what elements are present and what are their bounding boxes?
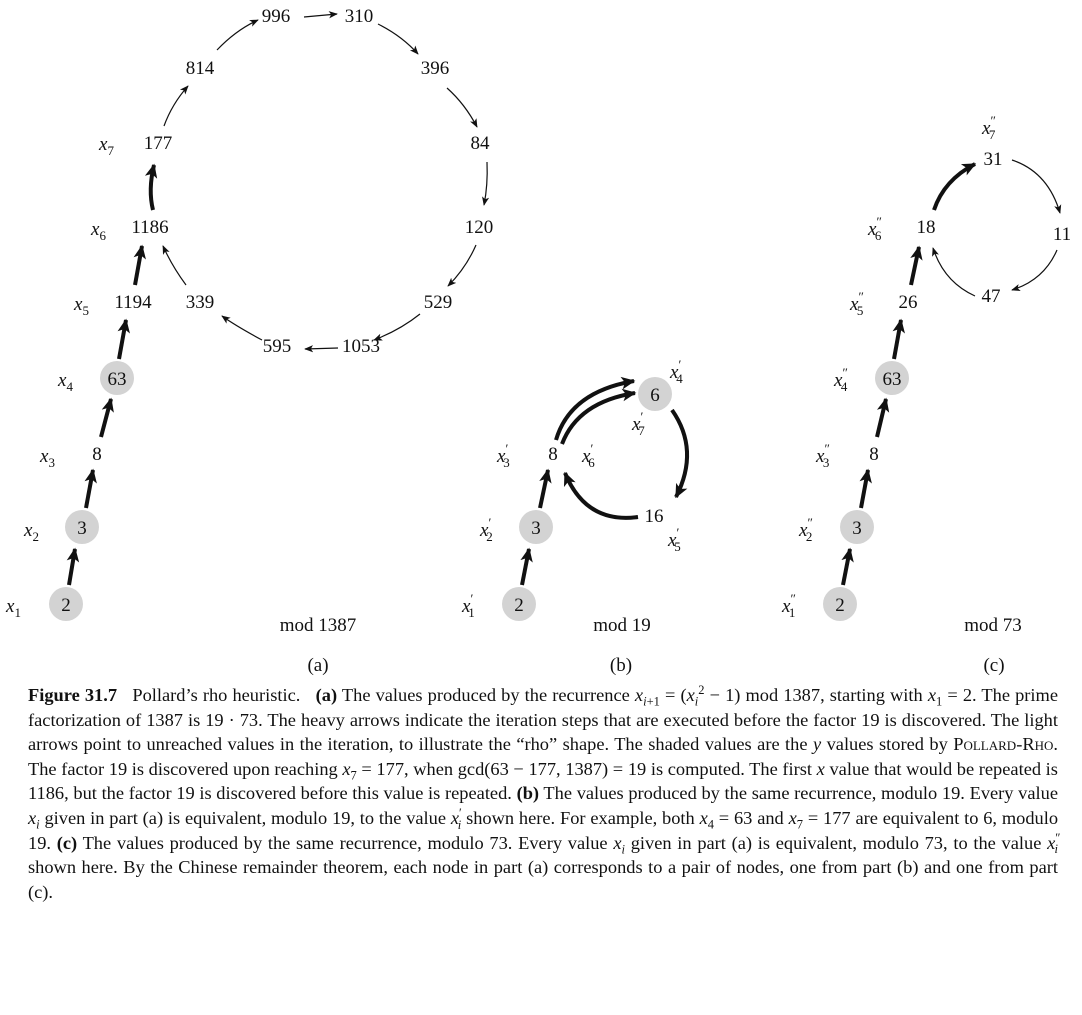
light-arrow-a-396-84 [447, 88, 477, 127]
heavy-arrow-b-3b [562, 393, 635, 444]
heavy-arrow-b-2 [540, 470, 548, 508]
heavy-arrow-c-3 [877, 399, 886, 437]
light-arrow-a-120-529 [448, 245, 476, 286]
label-c-x1: x″ 1 [782, 591, 796, 620]
node-a-2: 2 [61, 595, 71, 616]
heavy-arrow-a-3 [101, 399, 111, 437]
caption-part-c-marker: (c) [56, 832, 78, 853]
heavy-arrow-c-6 [934, 164, 975, 210]
label-b-x6: x′ 6 [582, 441, 595, 470]
node-a-396: 396 [420, 58, 450, 79]
node-c-63: 63 [882, 369, 902, 390]
node-a-3: 3 [77, 518, 87, 539]
heavy-arrow-a-6 [151, 165, 154, 210]
light-arrow-c-31-11 [1012, 160, 1060, 213]
label-b-x5: x′ 5 [668, 525, 681, 554]
label-c-x3: x″ 3 [816, 441, 830, 470]
light-arrow-c-11-47 [1012, 250, 1057, 290]
light-arrow-a-310-396 [378, 24, 418, 54]
part-label-b: (b) [609, 655, 633, 676]
caption-text-1: The values produced by the recurrence [341, 685, 630, 705]
caption-xppi: $x''_i$ [1047, 830, 1061, 857]
label-a-x5: $x_5$ [74, 294, 89, 318]
figure-number: Figure 31.7 [28, 685, 118, 705]
heavy-arrow-b-4 [672, 410, 687, 497]
heavy-arrow-c-5 [911, 247, 919, 285]
caption-xpi: $x'_i$ [450, 805, 462, 832]
caption-start: $x_1 = 2$. [927, 685, 977, 709]
node-a-996: 996 [261, 6, 291, 27]
node-a-1186: 1186 [131, 217, 169, 238]
node-a-595: 595 [262, 336, 292, 357]
heavy-arrow-b-1 [522, 549, 529, 585]
node-c-26: 26 [898, 292, 918, 313]
light-arrow-c-47-18 [933, 248, 975, 296]
label-a-x1: $x_1$ [6, 596, 21, 620]
mod-label-a: mod 1387 [279, 615, 357, 636]
label-b-x3: x′ 3 [497, 441, 510, 470]
light-arrow-a-339-1186 [163, 246, 186, 285]
light-arrow-a-84-120 [484, 162, 487, 205]
caption-text-14: given in part (a) is equivalent, modulo 73, to the value [630, 832, 1042, 853]
caption-text-5: . The factor 19 is discovered upon reaching [28, 734, 1058, 779]
heavy-arrow-a-4 [119, 320, 126, 359]
node-c-3: 3 [852, 518, 862, 539]
caption-var-y: y [812, 734, 822, 755]
label-c-x4: x″ 4 [834, 365, 848, 394]
node-b-8: 8 [548, 444, 558, 465]
node-a-120: 120 [464, 217, 494, 238]
caption-text-4: values stored by [826, 734, 948, 755]
light-arrow-a-177-814 [164, 86, 188, 126]
caption-xi-c: $x_i$ [613, 832, 625, 857]
caption-text-15: shown here. By the Chinese remainder theorem, each node in part (a) corresponds to a pair of nodes, one from part (b) and one from part (c). [28, 857, 1058, 902]
label-c-x6: x″ 6 [868, 214, 882, 243]
caption-text-8: The values produced by the same recurrence, modulo 19. Every value [543, 783, 1059, 804]
heavy-arrow-a-2 [86, 470, 93, 508]
node-c-11: 11 [1052, 224, 1072, 245]
caption-text-2: mod 1387, starting with [745, 685, 923, 705]
label-a-x7: $x_7$ [99, 134, 114, 158]
node-a-529: 529 [423, 292, 453, 313]
node-a-814: 814 [185, 58, 215, 79]
caption-text-10: shown here. For example, both [466, 807, 695, 828]
label-c-x5: x″ 5 [850, 289, 864, 318]
caption-part-a-marker: (a) [315, 685, 338, 705]
caption-x4: $x_4 = 63$ [699, 807, 753, 832]
part-label-c: (c) [983, 655, 1005, 676]
heavy-arrow-a-1 [69, 549, 75, 585]
caption-text-13: The values produced by the same recurrence, modulo 73. Every value [82, 832, 608, 853]
label-b-x4: x′ 4 [670, 357, 683, 386]
label-a-x3: $x_3$ [40, 446, 55, 470]
caption-text-6: , when gcd(63 − 177, 1387) = 19 is computed. The first [404, 758, 813, 779]
part-label-a: (a) [307, 655, 329, 676]
caption-part-b-marker: (b) [516, 783, 540, 804]
caption-text-12: are equivalent to 6, modulo 19. [28, 807, 1059, 853]
caption-var-x: x [816, 758, 825, 779]
light-arrow-a-1053-595 [305, 348, 338, 349]
caption-text-3: The prime factorization of 1387 is 19 · 73. The heavy arrows indicate the iteration steps that are executed before the factor 19 is discovered. The light arrows point to unreached values in the iteration, to illustrate the “rho” shape. The shaded values are the [28, 685, 1058, 755]
caption-procedure: Pollard-Rho [953, 734, 1054, 755]
node-a-63: 63 [107, 369, 127, 390]
diagram-b [461, 357, 687, 676]
heavy-arrow-a-5 [135, 246, 142, 285]
heavy-arrow-c-2 [861, 470, 868, 508]
node-b-16: 16 [644, 506, 664, 527]
diagram-a [5, 6, 493, 676]
node-b-2: 2 [514, 595, 524, 616]
figure-title: Pollard’s rho heuristic. [132, 685, 301, 705]
caption-x7: $x_7 = 177$ [342, 758, 405, 783]
label-b-x2: x′ 2 [480, 515, 493, 544]
caption-text-11: and [757, 807, 784, 828]
heavy-arrow-c-1 [843, 549, 850, 585]
label-a-x6: $x_6$ [91, 219, 106, 243]
node-a-1194: 1194 [114, 292, 152, 313]
label-a-x4: $x_4$ [58, 370, 73, 394]
caption-x7b: $x_7 = 177$ [788, 807, 851, 832]
node-b-3: 3 [531, 518, 541, 539]
node-c-31: 31 [983, 149, 1003, 170]
node-c-8: 8 [869, 444, 879, 465]
light-arrow-a-814-996 [217, 20, 258, 50]
label-b-x7: x′ 7 [632, 409, 645, 438]
node-c-47: 47 [981, 286, 1001, 307]
caption-text-7: value that would be repeated is 1186, but the factor 19 is discovered before this value is repeated. [28, 758, 1058, 804]
node-a-8: 8 [92, 444, 102, 465]
node-a-310: 310 [344, 6, 374, 27]
label-b-x1: x′ 1 [462, 591, 475, 620]
figure-caption [28, 682, 1061, 904]
node-a-84: 84 [470, 133, 490, 154]
label-a-x2: $x_2$ [24, 520, 39, 544]
node-c-2: 2 [835, 595, 845, 616]
mod-label-c: mod 73 [964, 615, 1022, 636]
label-c-x2: x″ 2 [799, 515, 813, 544]
light-arrow-a-595-339 [222, 316, 262, 340]
mod-label-b: mod 19 [593, 615, 651, 636]
light-arrow-a-996-310 [304, 14, 337, 17]
node-b-6: 6 [650, 385, 660, 406]
node-c-18: 18 [916, 217, 936, 238]
caption-recurrence: $x_{i+1} = (x_i^2 - 1)$ [634, 682, 741, 709]
caption-text-9: given in part (a) is equivalent, modulo 19, to the value [44, 807, 447, 828]
heavy-arrow-b-5 [565, 473, 638, 518]
caption-xi-b: $x_i$ [28, 807, 40, 832]
label-c-x7: x″ 7 [982, 113, 996, 142]
diagram-c [781, 113, 1071, 676]
node-a-339: 339 [185, 292, 215, 313]
node-a-1053: 1053 [342, 336, 380, 357]
node-a-177: 177 [143, 133, 173, 154]
light-arrow-a-529-1053 [374, 314, 420, 340]
heavy-arrow-c-4 [894, 320, 901, 359]
